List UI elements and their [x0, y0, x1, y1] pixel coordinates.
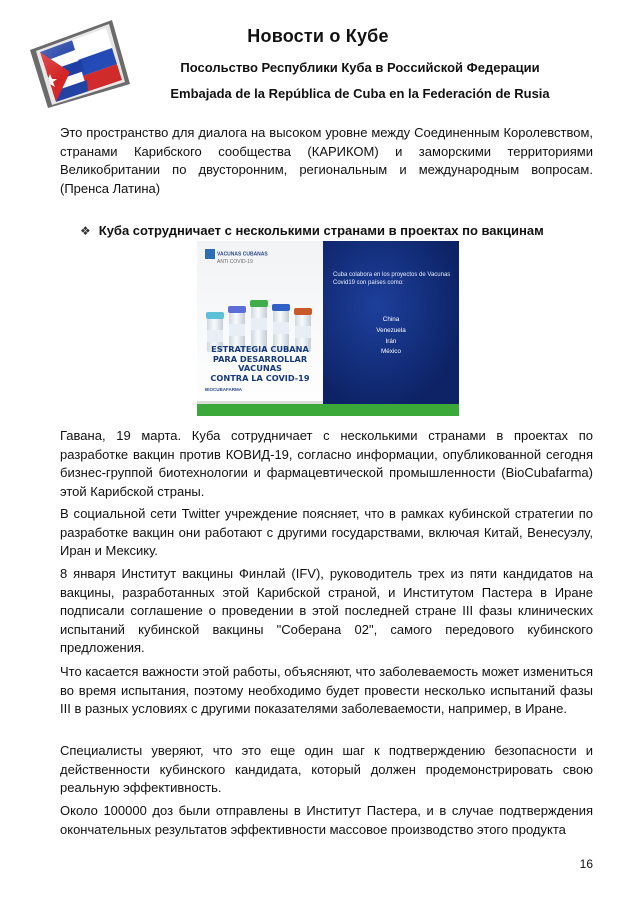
article-paragraph: Что касается важности этой работы, объясняют, что заболеваемость может измениться во время испытания, поэтому необходимо будет провести несколько испытаний фазы III в разных условиях с другими показателями заболеваемости, например, в Иране.	[60, 664, 593, 716]
intro-paragraph: Это пространство для диалога на высоком уровне между Соединенным Королевством, странами Карибского сообщества (КАРИКОМ) и заморскими территориями Великобритании по двусторонним, региональным и международным вопросам. (Пренса Латина)	[60, 125, 593, 196]
country-list	[323, 315, 459, 358]
organization-name-es: Embajada de la República de Cuba en la Federación de Rusia	[170, 86, 550, 101]
country-item: China	[382, 316, 400, 323]
image-caption: Cuba colabora en los proyectos de Vacunas Covid19 con países como:	[333, 272, 451, 286]
country-item: México	[381, 348, 401, 356]
article-paragraph: Гавана, 19 марта. Куба сотрудничает с несколькими странами в проектах по разработке вакцин против КОВИД-19, согласно информации, опубликованной сегодня бизнес-группой биотехнологии и фармацевтической промышленности (BioCubafarma) этой Карибской страны.	[60, 428, 593, 499]
country-item: Irán	[385, 337, 397, 345]
article-paragraph: Около 100000 доз были отправлены в Институт Пастера, и в случае подтверждения окончательных результатов эффективности массовое производство этого продукта	[60, 803, 593, 837]
page-title: Новости о Кубе	[247, 26, 389, 46]
biocubafarma-logo: BIOCUBAFARMA	[205, 387, 242, 392]
article-paragraph: 8 января Институт вакцины Финлай (IFV), руководитель трех из пяти кандидатов на вакцины, разработанных этой Карибской страной, и Институтом Пастера в Иране подписали соглашение о проведении в этой последней стране III фазы клинических испытаний кубинской вакцины "Соберана 02", самого передового кубинского предложения.	[60, 566, 593, 655]
strategy-line: PARA DESARROLLAR VACUNAS	[212, 353, 308, 374]
article-paragraph: В социальной сети Twitter учреждение поясняет, что в рамках кубинской стратегии по разработке вакцин они работают с другими государствами, включая Китай, Венесуэлу, Иран и Мексику.	[60, 506, 593, 558]
vacunas-brand-text: VACUNAS CUBANAS	[217, 251, 268, 258]
article-heading-text: Куба сотрудничает с несколькими странами в проектах по вакцинам	[98, 223, 544, 238]
vacunas-brand	[205, 249, 268, 265]
vacunas-brand-sub: ANTI COVID-19	[217, 259, 253, 265]
country-item: Venezuela	[376, 326, 406, 334]
article-paragraph: Специалисты уверяют, что это еще один шаг к подтверждению безопасности и действенности кубинского кандидата, который должен продемонстрировать свою реальную эффективность.	[60, 743, 593, 795]
organization-name-ru: Посольство Республики Куба в Российской Федерации	[180, 60, 540, 75]
image-green-bar	[197, 404, 459, 416]
page-number: 16	[579, 857, 593, 871]
strategy-line: CONTRA LA COVID-19	[210, 372, 310, 383]
vacunas-logo-icon	[205, 249, 215, 259]
strategy-line: ESTRATEGIA CUBANA	[211, 344, 309, 354]
strategy-title	[201, 345, 319, 383]
article-image	[197, 241, 459, 416]
article-heading	[80, 223, 544, 238]
diamond-bullet-icon: ❖	[80, 224, 91, 238]
